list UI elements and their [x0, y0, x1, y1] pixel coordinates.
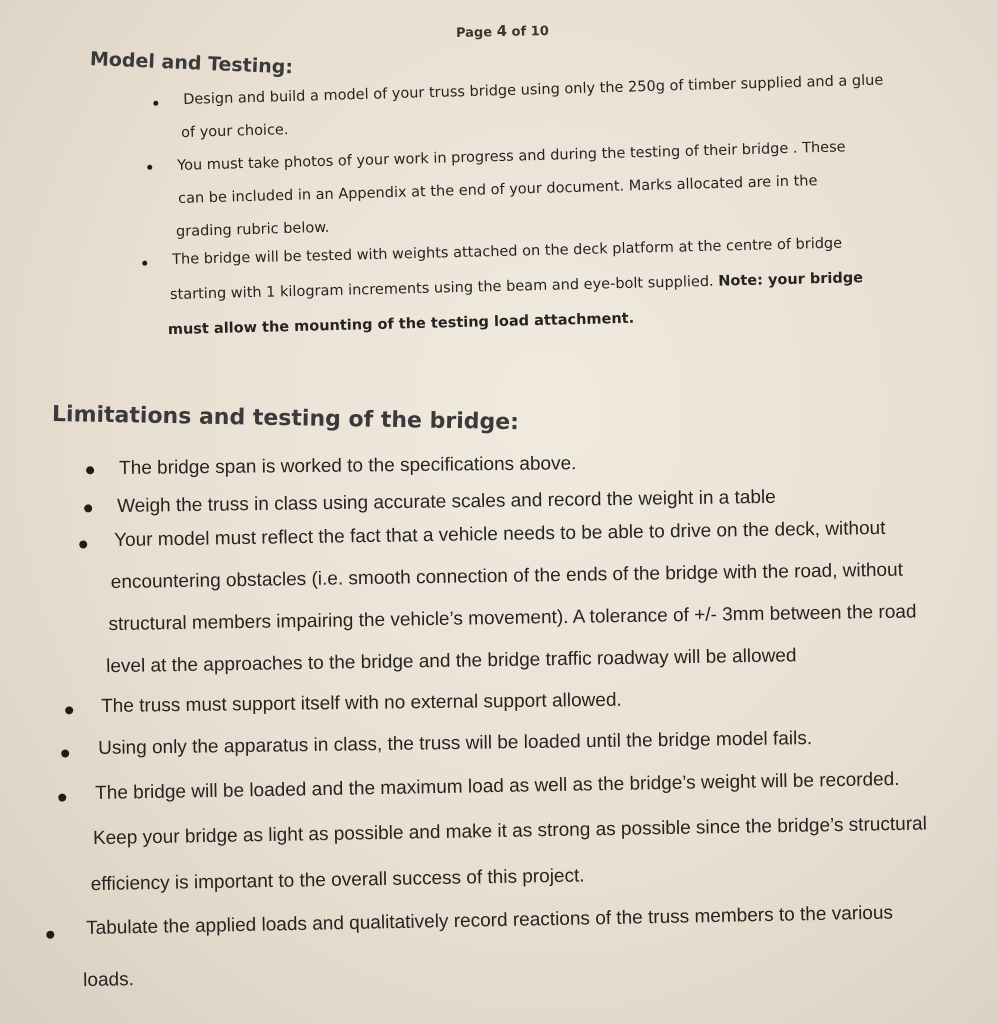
- list-item-line: The bridge will be tested with weights attached on the deck platform at the centre of bridge: [172, 235, 843, 268]
- list-item-line: efficiency is important to the overall success of this project.: [90, 865, 585, 896]
- bullet-dot: [147, 165, 152, 170]
- list-item-line: structural members impairing the vehicle’s movement). A tolerance of +/- 3mm between the road: [108, 601, 917, 636]
- bullet-dot: [142, 261, 147, 266]
- section-heading-limitations: Limitations and testing of the bridge:: [51, 402, 520, 436]
- list-item-line: must allow the mounting of the testing load attachment.: [167, 310, 635, 339]
- list-item-line: The bridge span is worked to the specifications above.: [119, 453, 577, 479]
- list-item-line: of your choice.: [180, 122, 289, 142]
- list-item-line: You must take photos of your work in progress and during the testing of their bridge . These: [177, 139, 846, 174]
- bullet-dot: [65, 706, 73, 714]
- page-total: of 10: [511, 24, 549, 40]
- page-current: 4: [496, 21, 508, 41]
- bullet-dot: [58, 794, 66, 802]
- list-item-line: The bridge will be loaded and the maximum load as well as the bridge’s weight will be recorded.: [95, 768, 900, 804]
- page-number: [456, 21, 549, 41]
- list-item-line: Keep your bridge as light as possible and make it as strong as possible since the bridge’s structural: [92, 813, 928, 850]
- list-item-line: level at the approaches to the bridge and the bridge traffic roadway will be allowed: [105, 645, 797, 678]
- bullet-dot: [79, 540, 87, 548]
- section-heading-model: Model and Testing:: [89, 48, 294, 79]
- bullet-dot: [153, 101, 158, 106]
- page-word: Page: [455, 25, 493, 41]
- list-item-line: grading rubric below.: [175, 219, 330, 241]
- list-item-line: The truss must support itself with no external support allowed.: [101, 689, 622, 717]
- list-item-line: loads.: [82, 969, 135, 992]
- bullet-dot: [46, 931, 54, 939]
- list-item-line: [170, 270, 863, 303]
- note-bold-text: Note: your bridge: [718, 270, 864, 290]
- bullet-dot: [86, 466, 94, 474]
- bullet-dot: [84, 504, 92, 512]
- list-item-line: Design and build a model of your truss bridge using only the 250g of timber supplied and a glue: [183, 72, 884, 108]
- list-item-line: encountering obstacles (i.e. smooth connection of the ends of the bridge with the road, without: [110, 559, 904, 594]
- list-item-line: Your model must reflect the fact that a vehicle needs to be able to drive on the deck, without: [114, 517, 886, 551]
- bullet-dot: [61, 749, 69, 757]
- list-item-line: can be included in an Appendix at the end of your document. Marks allocated are in the: [177, 173, 818, 207]
- list-item-line: Weigh the truss in class using accurate scales and record the weight in a table: [117, 486, 776, 517]
- list-item-line: Using only the apparatus in class, the truss will be loaded until the bridge model fails.: [98, 728, 813, 759]
- list-item-line: Tabulate the applied loads and qualitatively record reactions of the truss members to the various: [86, 902, 894, 939]
- list-item-text: starting with 1 kilogram increments using the beam and eye-bolt supplied.: [169, 273, 714, 304]
